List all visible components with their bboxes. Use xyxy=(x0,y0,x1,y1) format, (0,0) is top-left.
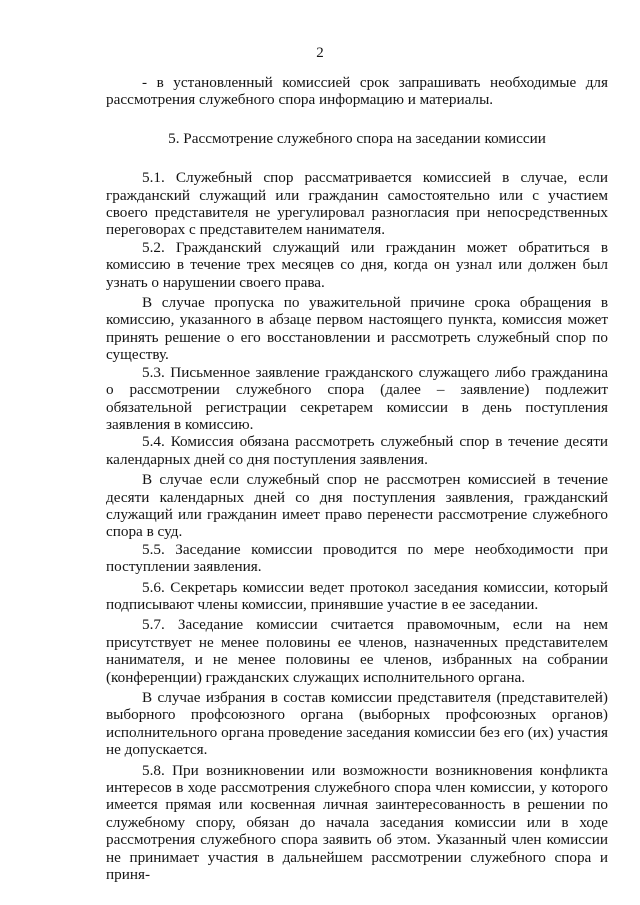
paragraph-5-6: 5.6. Секретарь комиссии ведет протокол заседания комиссии, который подписывают члены комиссии, принявшие участие в ее заседании. xyxy=(106,578,608,613)
paragraph-5-4-continuation: В случае если служебный спор не рассмотрен комиссией в течение десяти календарных дней со дня поступления заявления, гражданский служащий или гражданин имеет право перенести рассмотрение служебного спора в суд. xyxy=(106,471,608,541)
paragraph-5-2: 5.2. Гражданский служащий или гражданин может обратиться в комиссию в течение трех месяцев со дня, когда он узнал или должен был узнать о нарушении своего права. xyxy=(106,238,608,291)
paragraph-5-1: 5.1. Служебный спор рассматривается комиссией в случае, если гражданский служащий или гражданин самостоятельно или с участием своего представителя не урегулировал разногласия при непосредственных переговорах с представителем нанимателя. xyxy=(106,169,608,239)
document-body xyxy=(106,74,608,883)
page-number: 2 xyxy=(316,45,324,61)
paragraph-5-2-continuation: В случае пропуска по уважительной причине срока обращения в комиссию, указанного в абзаце первом настоящего пункта, комиссия может принять решение о его восстановлении и рассмотреть служебный спор по существу. xyxy=(106,294,608,364)
paragraph-5-8: 5.8. При возникновении или возможности возникновения конфликта интересов в ходе рассмотрения служебного спора член комиссии, у которого имеется прямая или косвенная личная заинтересованность в решении по служебному спору, обязан до начала заседания комиссии или в ходе рассмотрения служебного спора заявить об этом. Указанный член комиссии не принимает участия в дальнейшем рассмотрении служебного спора и приня- xyxy=(106,761,608,884)
paragraph-5-4: 5.4. Комиссия обязана рассмотреть служебный спор в течение десяти календарных дней со дня поступления заявления. xyxy=(106,433,608,468)
paragraph-5-7-continuation: В случае избрания в состав комиссии представителя (представителей) выборного профсоюзного органа (выборных профсоюзных органов) исполнительного органа проведение заседания комиссии без его (их) участия не допускается. xyxy=(106,689,608,759)
paragraph-5-5: 5.5. Заседание комиссии проводится по мере необходимости при поступлении заявления. xyxy=(106,540,608,576)
intro-paragraph: - в установленный комиссией срок запрашивать необходимые для рассмотрения служебного спора информацию и материалы. xyxy=(106,74,608,109)
paragraph-5-7: 5.7. Заседание комиссии считается правомочным, если на нем присутствует не менее половины ее членов, назначенных представителем нанимателя, и не менее половины ее членов, избранных на собрании (конференции) гражданских служащих исполнительного органа. xyxy=(106,616,608,686)
section-title: 5. Рассмотрение служебного спора на заседании комиссии xyxy=(168,129,546,147)
paragraph-5-3: 5.3. Письменное заявление гражданского служащего либо гражданина о рассмотрении служебного спора (далее – заявление) подлежит обязательной регистрации секретарем комиссии в день поступления заявления в комиссию. xyxy=(106,363,608,433)
